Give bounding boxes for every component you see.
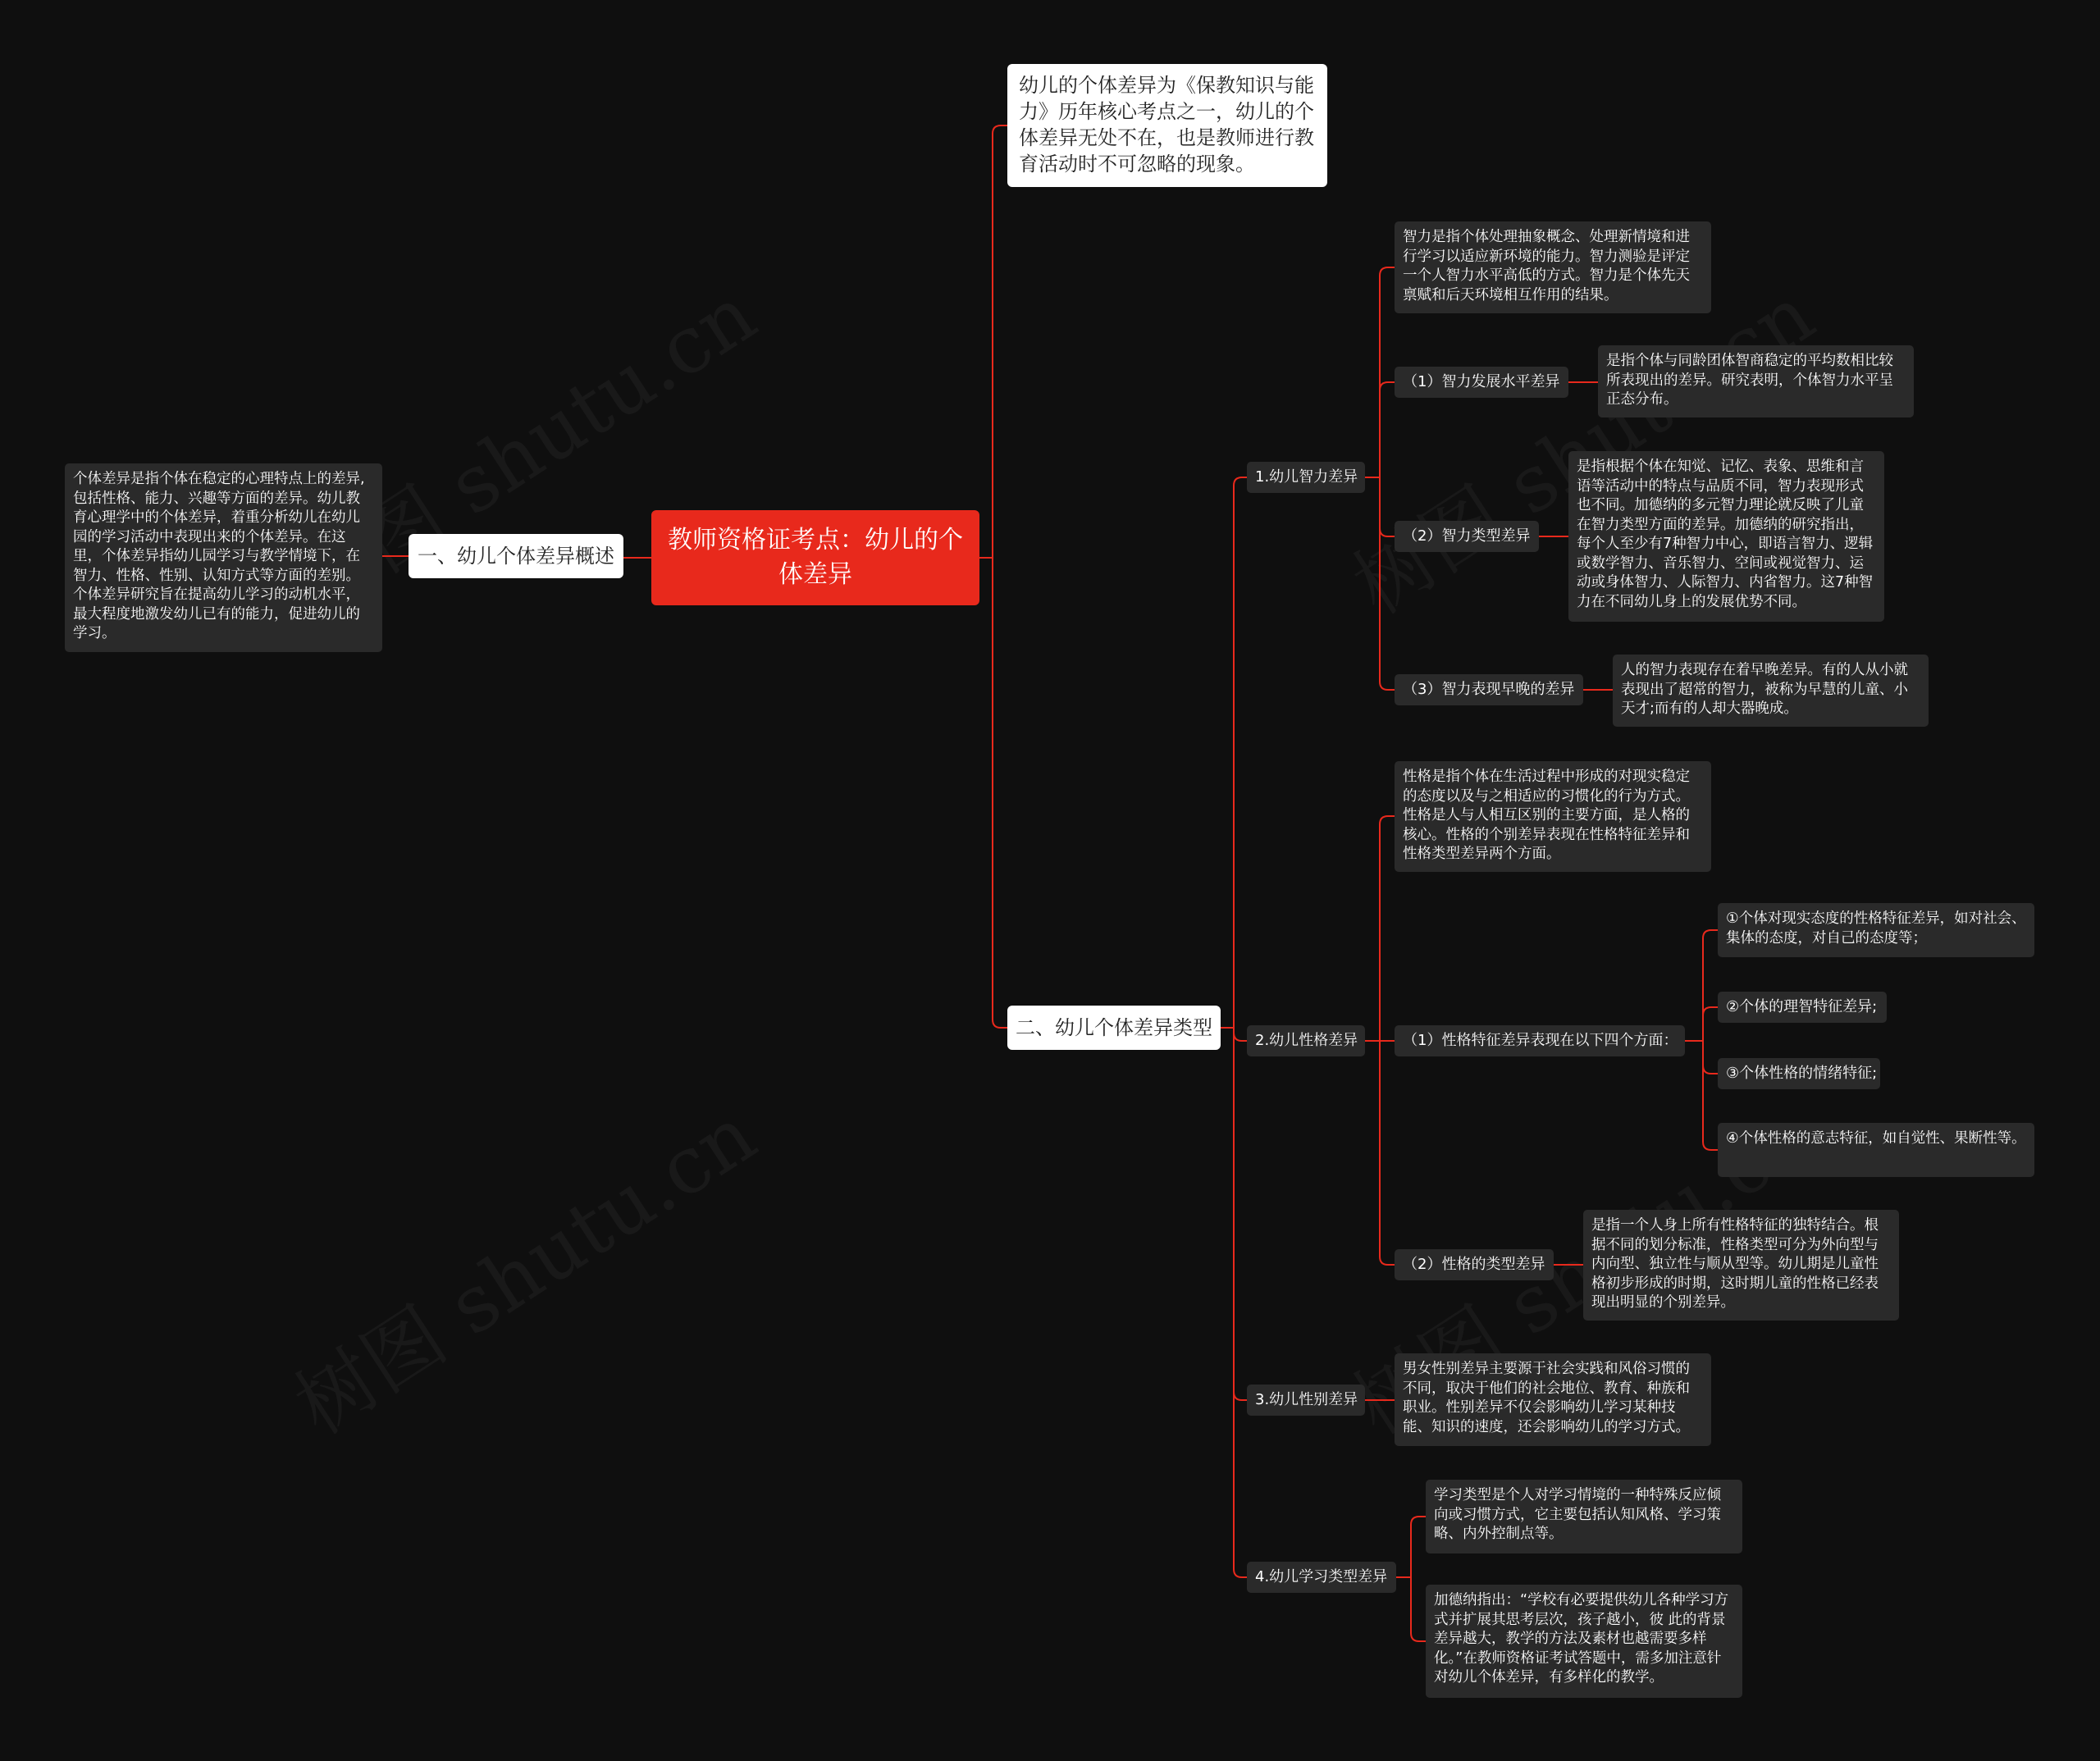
personality-types-topic[interactable]: （2）性格的类型差异 [1395, 1249, 1554, 1280]
trait-item[interactable]: ④个体性格的意志特征，如自觉性、果断性等。 [1718, 1123, 2034, 1177]
personality-traits-topic[interactable]: （1）性格特征差异表现在以下四个方面： [1395, 1025, 1685, 1056]
personality-types-detail[interactable]: 是指一个人身上所有性格特征的独特结合。根据不同的划分标准，性格类型可分为外向型与内向型、独立性与顺从型等。幼儿期是儿童性格初步形成的时期，这时期儿童的性格已经表现出明显的个别差异。 [1583, 1210, 1899, 1321]
connector [993, 125, 1007, 134]
trait-item[interactable]: ②个体的理智特征差异; [1718, 992, 1887, 1023]
connector [1380, 816, 1395, 824]
gender-topic[interactable]: 3.幼儿性别差异 [1247, 1385, 1365, 1416]
intelligence-level-topic[interactable]: （1）智力发展水平差异 [1395, 367, 1568, 398]
learning-topic[interactable]: 4.幼儿学习类型差异 [1247, 1562, 1396, 1593]
connector [1703, 1065, 1718, 1074]
intelligence-topic[interactable]: 1.幼儿智力差异 [1247, 462, 1365, 493]
gender-detail[interactable]: 男女性别差异主要源于社会实践和风俗习惯的不同，取决于他们的社会地位、教育、种族和职业。性别差异不仅会影响幼儿学习某种技能、知识的速度，还会影响幼儿的学习方式。 [1395, 1353, 1711, 1446]
intelligence-level-detail[interactable]: 是指个体与同龄团体智商稳定的平均数相比较所表现出的差异。研究表明，个体智力水平呈正态分布。 [1598, 345, 1914, 417]
branch-overview[interactable]: 一、幼儿个体差异概述 [409, 534, 623, 578]
intelligence-timing-topic[interactable]: （3）智力表现早晚的差异 [1395, 674, 1583, 705]
personality-definition[interactable]: 性格是指个体在生活过程中形成的对现实稳定的态度以及与之相适应的习惯化的行为方式。性格是人与人相互区别的主要方面，是人格的核心。性格的个别差异表现在性格特征差异和性格类型差异两个方面。 [1395, 761, 1711, 872]
connector [1234, 1033, 1247, 1041]
root-topic[interactable]: 教师资格证考点：幼儿的个体差异 [651, 510, 979, 605]
connector [1380, 382, 1395, 390]
connector [1234, 1392, 1247, 1400]
trait-item[interactable]: ③个体性格的情绪特征; [1718, 1058, 1880, 1089]
intelligence-definition[interactable]: 智力是指个体处理抽象概念、处理新情境和进行学习以适应新环境的能力。智力测验是评定一个人智力水平高低的方式。智力是个体先天禀赋和后天环境相互作用的结果。 [1395, 221, 1711, 313]
connector [1380, 682, 1395, 690]
intelligence-timing-detail[interactable]: 人的智力表现存在着早晚差异。有的人从小就表现出了超常的智力，被称为早慧的儿童、小天才;而有的人却大器晚成。 [1613, 655, 1929, 727]
trait-item[interactable]: ①个体对现实态度的性格特征差异，如对社会、集体的态度，对自己的态度等； [1718, 903, 2034, 957]
intro-note[interactable]: 幼儿的个体差异为《保教知识与能力》历年核心考点之一，幼儿的个体差异无处不在，也是教师进行教育活动时不可忽略的现象。 [1007, 64, 1327, 187]
connector [1380, 1257, 1395, 1265]
connector [1703, 930, 1718, 938]
connector [1703, 1142, 1718, 1150]
learning-detail-1[interactable]: 学习类型是个人对学习情境的一种特殊反应倾向或习惯方式，它主要包括认知风格、学习策略、内外控制点等。 [1426, 1480, 1742, 1553]
personality-topic[interactable]: 2.幼儿性格差异 [1247, 1025, 1365, 1056]
connector [1411, 1517, 1426, 1525]
connector [1380, 528, 1395, 536]
branch-types[interactable]: 二、幼儿个体差异类型 [1007, 1006, 1221, 1050]
connector [1411, 1633, 1426, 1641]
intelligence-type-topic[interactable]: （2）智力类型差异 [1395, 521, 1539, 552]
intelligence-type-detail[interactable]: 是指根据个体在知觉、记忆、表象、思维和言语等活动中的特点与品质不同，智力表现形式也不同。加德纳的多元智力理论就反映了儿童在智力类型方面的差异。加德纳的研究指出，每个人至少有7种智力中心，即语言智力、逻辑或数学智力、音乐智力、空间或视觉智力、运动或身体智力、人际智力、内省智力。这7种智力在不同幼儿身上的发展优势不同。 [1568, 451, 1884, 622]
connector [1703, 1007, 1718, 1015]
connector [1234, 1569, 1247, 1577]
overview-detail[interactable]: 个体差异是指个体在稳定的心理特点上的差异,包括性格、能力、兴趣等方面的差异。幼儿教育心理学中的个体差异，着重分析幼儿在幼儿园的学习活动中表现出来的个体差异。在这里，个体差异指幼儿园学习与教学情境下，在智力、性格、性别、认知方式等方面的差别。个体差异研究旨在提高幼儿学习的动机水平，最大程度地激发幼儿已有的能力，促进幼儿的学习。 [65, 463, 382, 652]
connector [993, 1020, 1007, 1028]
connector [1380, 267, 1395, 276]
connector [1234, 477, 1247, 486]
learning-detail-2[interactable]: 加德纳指出：“学校有必要提供幼儿各种学习方式并扩展其思考层次，孩子越小，彼 此的背景差异越大，教学的方法及素材也越需要多样化。”在教师资格证考试答题中，需多加注意针对幼儿个体差异，有多样化的教学。 [1426, 1585, 1742, 1698]
